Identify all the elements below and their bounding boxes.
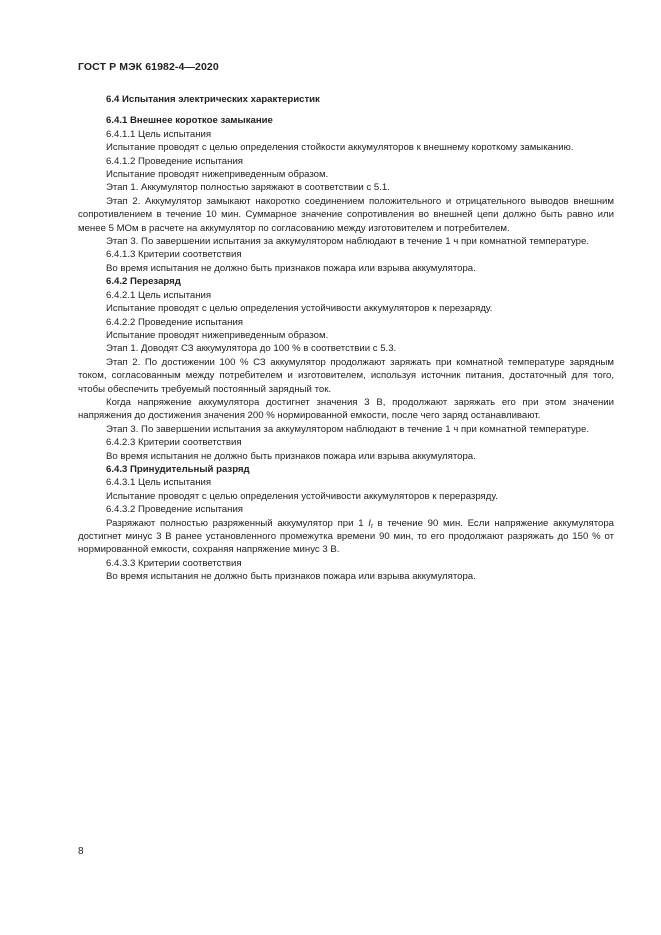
purpose-text: Испытание проводят с целью определения стойкости аккумуляторов к внешнему короткому замыканию. bbox=[106, 142, 574, 154]
procedure-intro: Испытание проводят нижеприведенным образом. bbox=[106, 329, 329, 341]
procedure-title: 6.4.3.2 Проведение испытания bbox=[106, 504, 243, 516]
procedure-step-2: Этап 2. Аккумулятор замыкают накоротко соединением положительного и отрицательного выводов внешним сопротивлением в течение 10 мин. Суммарное значение сопротивления во внешней цепи должно быть равно или менее 5 МОм в расчете на аккумулятор по согласованию между изготовителем и потребителем. bbox=[78, 195, 614, 234]
purpose-title: 6.4.2.1 Цель испытания bbox=[106, 289, 212, 301]
purpose-text: Испытание проводят с целью определения устойчивости аккумуляторов к переразряду. bbox=[106, 490, 498, 502]
procedure-step-2-continued: Когда напряжение аккумулятора достигнет значения 3 В, продолжают заряжать его при этом значении напряжения до достижения значения 200 % нормированной емкости, после чего заряд останавливают. bbox=[78, 396, 614, 422]
criteria-title: 6.4.3.3 Критерии соответствия bbox=[106, 557, 242, 569]
procedure-step-1: Этап 1. Аккумулятор полностью заряжают в соответствии с 5.1. bbox=[106, 182, 390, 194]
section-title: 6.4 Испытания электрических характеристик bbox=[106, 94, 320, 105]
procedure-step-3: Этап 3. По завершении испытания за аккумулятором наблюдают в течение 1 ч при комнатной температуре. bbox=[106, 236, 589, 248]
page-number: 8 bbox=[78, 846, 84, 857]
criteria-text: Во время испытания не должно быть признаков пожара или взрыва аккумулятора. bbox=[106, 450, 476, 462]
procedure-text-end: в течение 90 мин. Если напряжение аккумулятора достигнет минус 3 В ранее установленного промежутка времени 90 мин, то его продолжают разряжать до 150 % от нормированной емкости, сохраняя напряжение минус 3 В. bbox=[78, 517, 614, 556]
document-header: ГОСТ Р МЭК 61982-4—2020 bbox=[78, 61, 219, 73]
procedure-title: 6.4.2.2 Проведение испытания bbox=[106, 316, 243, 328]
purpose-title: 6.4.1.1 Цель испытания bbox=[106, 128, 212, 140]
subsection-title-forced-discharge: 6.4.3 Принудительный разряд bbox=[106, 463, 250, 475]
document-body bbox=[78, 93, 614, 584]
purpose-text: Испытание проводят с целью определения устойчивости аккумуляторов к перезаряду. bbox=[106, 303, 493, 315]
subsection-title-overcharge: 6.4.2 Перезаряд bbox=[106, 276, 181, 288]
procedure-intro: Испытание проводят нижеприведенным образом. bbox=[106, 169, 329, 181]
purpose-title: 6.4.3.1 Цель испытания bbox=[106, 477, 212, 489]
procedure-text-start: Разряжают полностью разряженный аккумулятор при 1 bbox=[106, 517, 369, 529]
criteria-text: Во время испытания не должно быть признаков пожара или взрыва аккумулятора. bbox=[106, 262, 476, 274]
criteria-title: 6.4.2.3 Критерии соответствия bbox=[106, 437, 242, 449]
current-symbol: I bbox=[368, 517, 371, 529]
procedure-title: 6.4.1.2 Проведение испытания bbox=[106, 155, 243, 167]
subsection-title-short-circuit: 6.4.1 Внешнее короткое замыкание bbox=[106, 115, 273, 127]
criteria-title: 6.4.1.3 Критерии соответствия bbox=[106, 249, 242, 261]
procedure-text bbox=[78, 517, 614, 557]
procedure-step-2: Этап 2. По достижении 100 % СЗ аккумулятор продолжают заряжать при комнатной температуре зарядным током, согласованным между потребителем и изготовителем, используя источник питания, достаточный для того, чтобы обеспечить требуемый постоянный зарядный ток. bbox=[78, 356, 614, 395]
criteria-text: Во время испытания не должно быть признаков пожара или взрыва аккумулятора. bbox=[106, 571, 476, 583]
current-subscript: t bbox=[370, 522, 373, 530]
procedure-step-3: Этап 3. По завершении испытания за аккумулятором наблюдают в течение 1 ч при комнатной температуре. bbox=[106, 423, 589, 435]
procedure-step-1: Этап 1. Доводят СЗ аккумулятора до 100 % в соответствии с 5.3. bbox=[106, 343, 397, 355]
